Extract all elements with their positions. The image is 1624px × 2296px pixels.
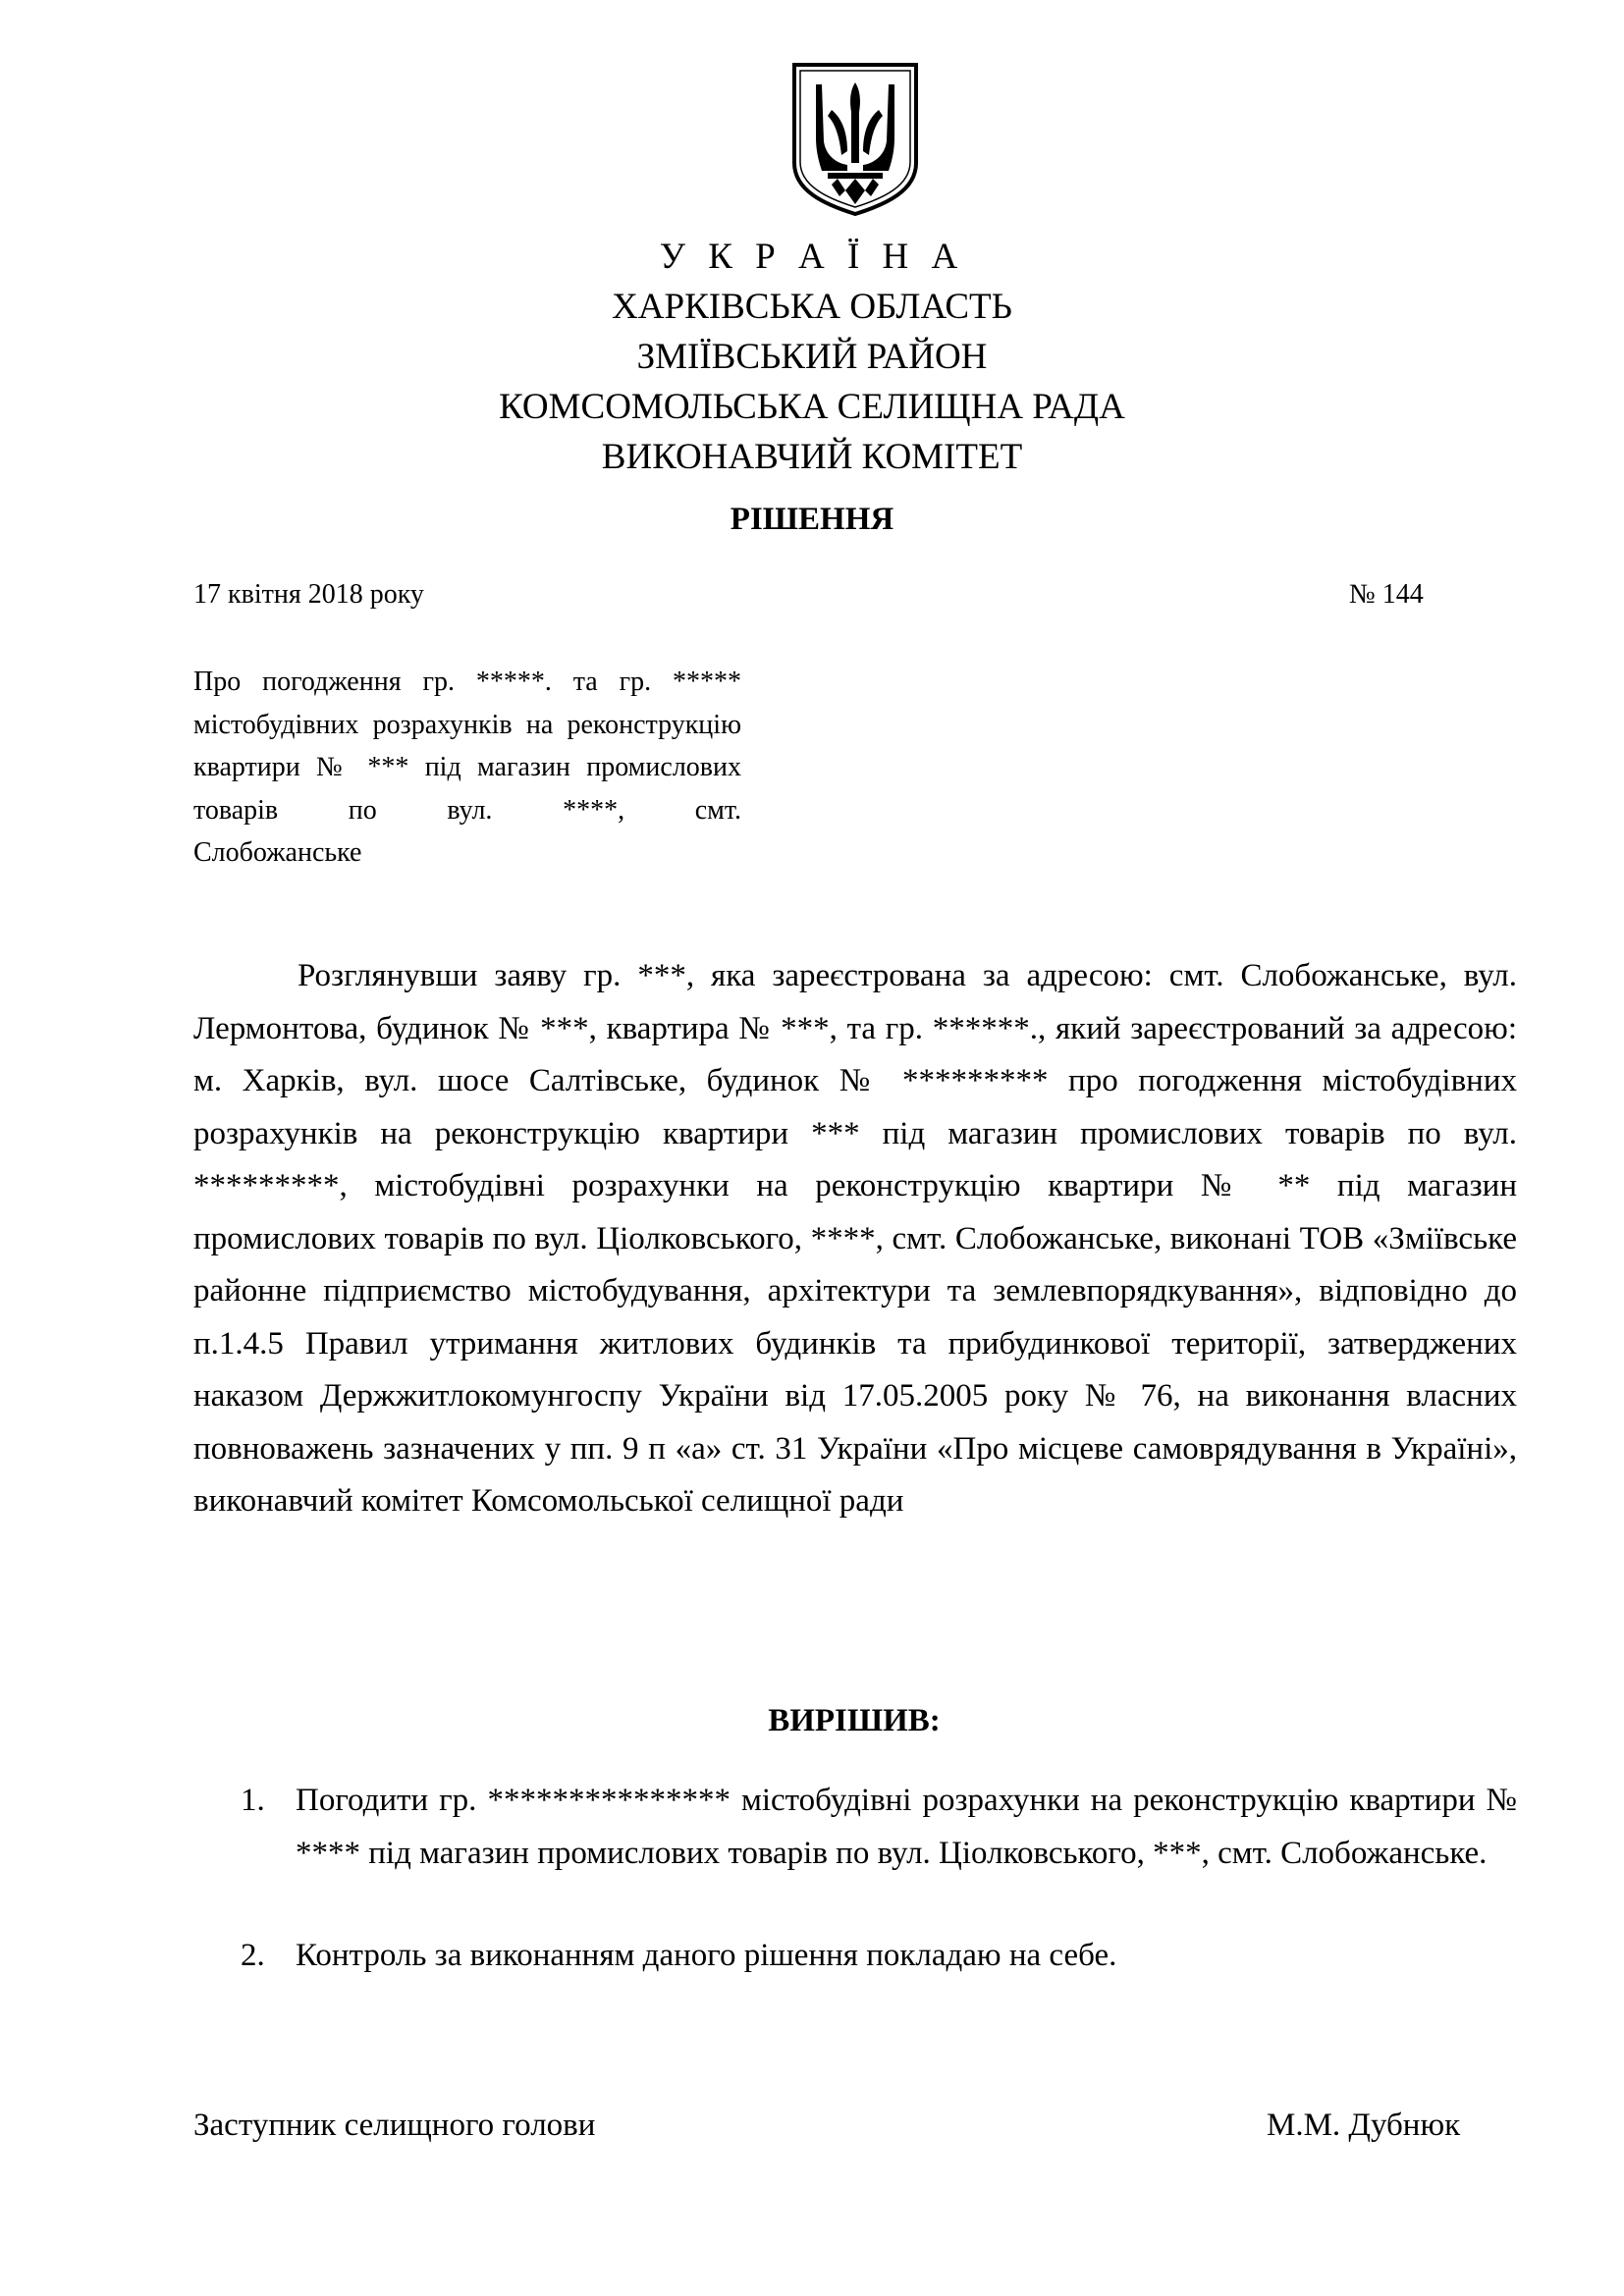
decision-item-text: Погодити гр. *************** містобудівні розрахунки на реконструкцію квартири № **** під магазин промислових товарів по вул. Ціолковського, ***, смт. Слобожанське. [296,1783,1517,1871]
council-name: КОМСОМОЛЬСЬКА СЕЛИЩНА РАДА [499,387,1125,427]
signatory-position: Заступник селищного голови [193,2108,596,2143]
region-name: ХАРКІВСЬКА ОБЛАСТЬ [612,287,1012,327]
decision-item [193,1930,1517,1983]
subject-text: Про погодження гр. *****. та гр. ***** містобудівних розрахунків на реконструкцію квартири № *** під магазин промислових товарів по вул. ****, смт. [193,667,741,826]
document-header [0,232,1624,482]
document-date: 17 квітня 2018 року [193,579,424,610]
document-title: РІШЕННЯ [730,502,894,537]
subject-last-line: Слобожанське [193,837,362,868]
decision-title: ВИРІШИВ: [768,1703,941,1738]
trident-coat-of-arms-icon [788,61,922,218]
document-body [193,950,1517,1528]
country-name: У К Р А Ї Н А [659,237,965,277]
signatory-name: М.М. Дубнюк [1267,2108,1461,2143]
preamble-paragraph: Розглянувши заяву гр. ***, яка зареєстрована за адресою: смт. Слобожанське, вул. Лермонтова, будинок № ***, квартира № ***, та гр. ******., який зареєстрований за адресою: м. Харків, вул. шосе Салтівське, будинок № ********* про погодження містобудівних розрахунків на реконструкцію квартири *** під магазин промислових товарів по вул. *********, містобудівні розрахунки на реконструкцію квартири № ** під магазин промислових товарів по вул. Ціолковського, ****, смт. Слобожанське, виконані ТОВ «Зміївське районне підприємство містобудування, архітектури та землевпорядкування», відповідно до п.1.4.5 Правил утримання житлових будинків та прибудинкової території, затверджених наказом Держжитлокомунгоспу України від 17.05.2005 року № 76, на виконання власних повноважень зазначених у пп. 9 п «а» ст. 31 України «Про місцеве самоврядування в Україні», виконавчий комітет Комсомольської селищної ради [193,958,1517,1519]
decision-item-text: Контроль за виконанням даного рішення покладаю на себе. [296,1938,1117,1973]
district-name: ЗМІЇВСЬКИЙ РАЙОН [636,337,988,377]
document-subject [193,661,741,875]
decision-item-number: 1. [241,1783,265,1818]
decision-item-number: 2. [241,1938,265,1973]
decision-item [193,1775,1517,1880]
decision-list [193,1775,1517,1983]
committee-name: ВИКОНАВЧИЙ КОМІТЕТ [601,437,1023,477]
document-number: № 144 [1349,579,1424,610]
